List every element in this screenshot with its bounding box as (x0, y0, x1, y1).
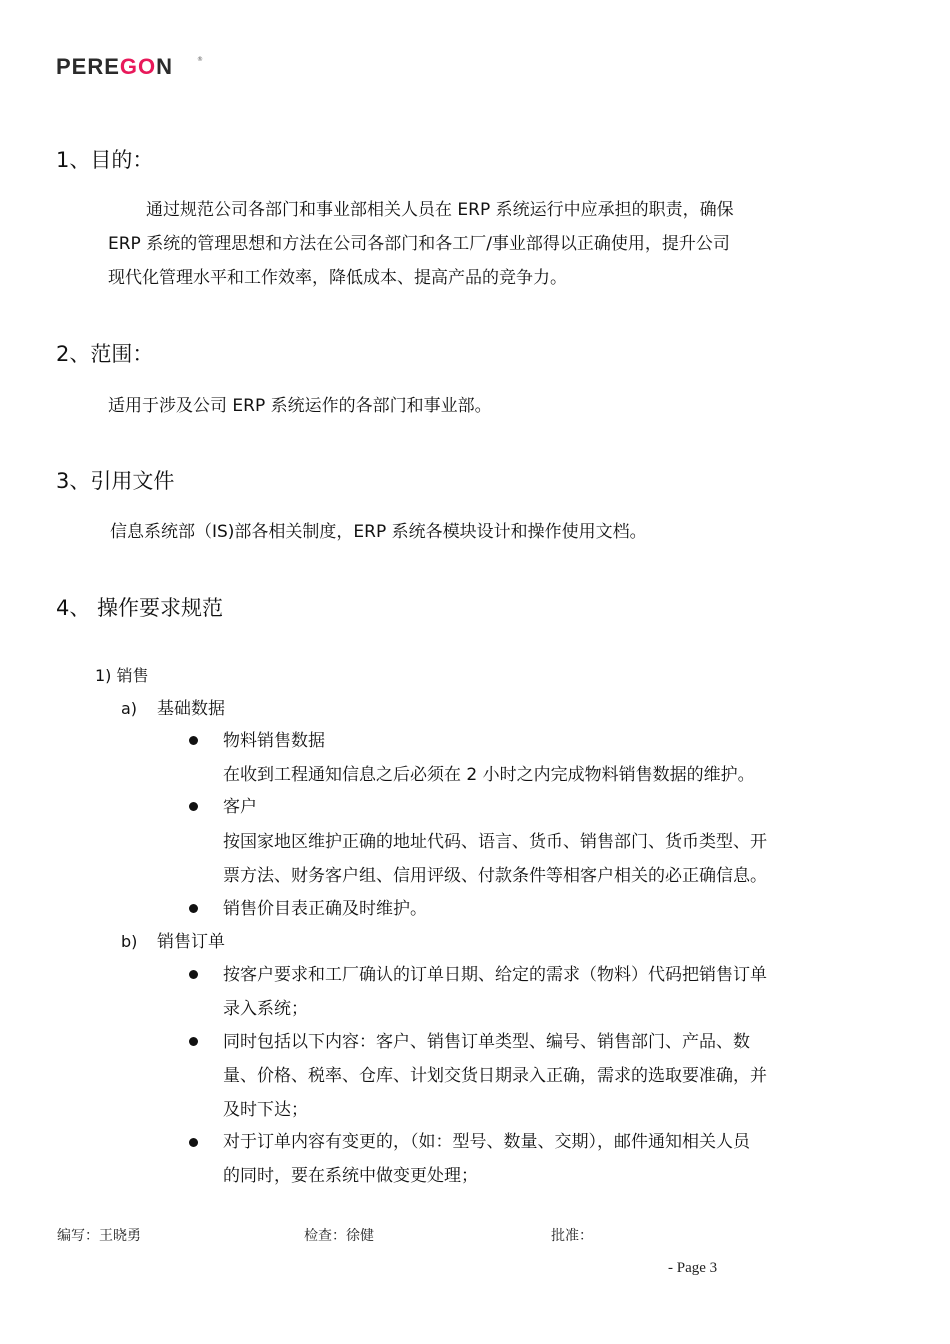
subsection-sales: 1) 销售 (95, 666, 149, 685)
bullet-order-entry-line-1: 按客户要求和工厂确认的订单日期、给定的需求（物料）代码把销售订单 (223, 965, 767, 985)
section-3-heading: 3、引用文件 (56, 469, 175, 493)
bullet-order-change-line-2: 的同时，要在系统中做变更处理； (223, 1166, 478, 1186)
bullet-dot (189, 904, 198, 913)
bullet-order-content-line-3: 及时下达； (223, 1100, 308, 1120)
section-1-line-1: 通过规范公司各部门和事业部相关人员在 ERP 系统运行中应承担的职责，确保 (146, 200, 734, 220)
page-number: - Page 3 (668, 1260, 718, 1276)
company-logo (56, 54, 203, 84)
item-a-label: a) (121, 699, 138, 718)
bullet-order-entry-line-2: 录入系统； (223, 999, 308, 1019)
footer-approver: 批准： (551, 1228, 593, 1244)
section-2-text: 适用于涉及公司 ERP 系统运作的各部门和事业部。 (108, 396, 492, 416)
item-b-label: b) (121, 932, 138, 951)
section-4-heading: 4、 操作要求规范 (56, 596, 224, 620)
bullet-dot (189, 1138, 198, 1147)
item-a-title: 基础数据 (157, 699, 225, 719)
logo-wordmark: PEREGON (56, 54, 174, 79)
bullet-dot (189, 970, 198, 979)
bullet-order-change-line-1: 对于订单内容有变更的，（如：型号、数量、交期），邮件通知相关人员 (223, 1132, 750, 1152)
footer-author: 编写：王晓勇 (57, 1228, 141, 1244)
bullet-material-title: 物料销售数据 (223, 731, 325, 751)
footer-checker: 检查：徐健 (304, 1228, 374, 1244)
bullet-material-text: 在收到工程通知信息之后必须在 2 小时之内完成物料销售数据的维护。 (223, 765, 755, 785)
bullet-customer-line-2: 票方法、财务客户组、信用评级、付款条件等相客户相关的必正确信息。 (223, 866, 767, 886)
section-1-heading: 1、目的： (56, 148, 154, 172)
bullet-customer-line-1: 按国家地区维护正确的地址代码、语言、货币、销售部门、货币类型、开 (223, 832, 767, 852)
section-2-heading: 2、范围： (56, 342, 154, 366)
bullet-order-content-line-2: 量、价格、税率、仓库、计划交货日期录入正确，需求的选取要准确，并 (223, 1066, 767, 1086)
section-1-line-2: ERP 系统的管理思想和方法在公司各部门和各工厂/事业部得以正确使用，提升公司 (108, 234, 730, 254)
bullet-pricelist-text: 销售价目表正确及时维护。 (223, 899, 427, 919)
item-b-title: 销售订单 (157, 932, 225, 952)
bullet-customer-title: 客户 (223, 797, 257, 817)
bullet-dot (189, 802, 198, 811)
bullet-order-content-line-1: 同时包括以下内容：客户、销售订单类型、编号、销售部门、产品、数 (223, 1032, 750, 1052)
bullet-dot (189, 1037, 198, 1046)
section-1-line-3: 现代化管理水平和工作效率，降低成本、提高产品的竞争力。 (108, 268, 567, 288)
logo-registered-mark: ® (197, 56, 203, 63)
bullet-dot (189, 736, 198, 745)
section-3-text: 信息系统部（IS)部各相关制度，ERP 系统各模块设计和操作使用文档。 (110, 522, 647, 542)
